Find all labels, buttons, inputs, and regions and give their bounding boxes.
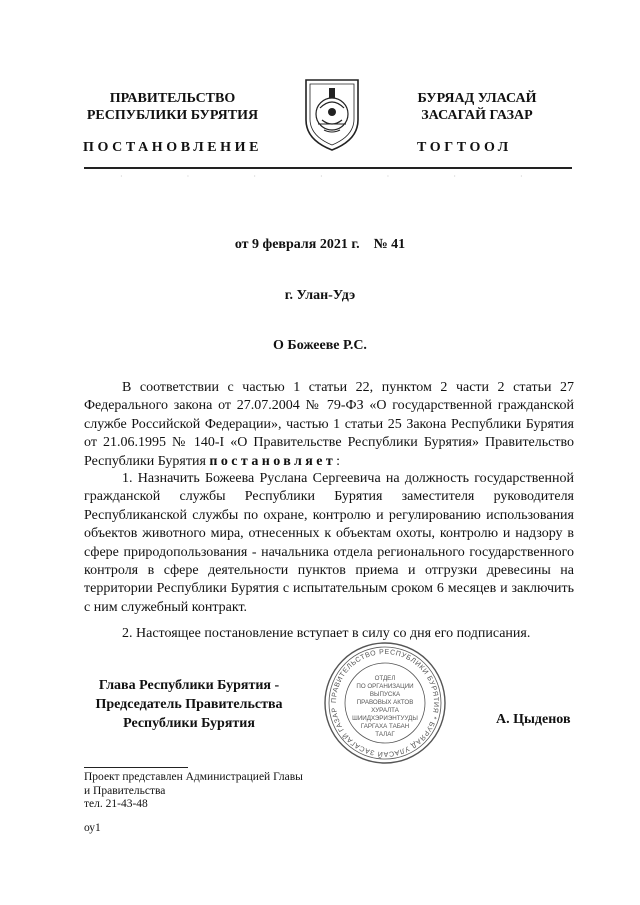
header-divider	[84, 167, 572, 169]
item-1-paragraph: 1. Назначить Божеева Руслана Сергеевича на должность государственной гражданской службы Республики Бурятия заместителя руководителя Республиканской службы по охране, контролю и регулированию использования объектов животного мира, отнесенных к объектам охоты, контролю и надзору в сфере природопользования - начальника отдела регионального государственного контроля в сфере деятельности пунктов приема и отгрузки древесины на территории Республики Бурятия с испытательным сроком 6 месяцев и заключить с ним служебный контракт.	[84, 471, 574, 615]
header-dotted-guide: ·······	[120, 172, 587, 181]
doc-city: г. Улан-Удэ	[284, 288, 356, 303]
item-2-paragraph: 2. Настоящее постановление вступает в силу со дня его подписания.	[122, 626, 531, 641]
footer-line-1: Проект представлен Администрацией Главы	[84, 771, 303, 783]
signatory-name: А. Цыденов	[496, 712, 571, 727]
stamp-line-8: ТАЛАГ	[375, 731, 395, 738]
stamp-line-6: ШИИДХЭРИЭНТУУДЫ	[352, 715, 418, 722]
stamp-ring-text: ПРАВИТЕЛЬСТВО РЕСПУБЛИКИ БУРЯТИЯ * БУРЯАД УЛАСАЙ ЗАСАГАЙ ГАЗАР	[330, 648, 440, 758]
stamp-line-5: ХУРАЛТА	[371, 707, 399, 714]
doc-date-number-text: от 9 февраля 2021 г. № 41	[234, 237, 406, 252]
signatory-title-line-2: Председатель Правительства	[95, 697, 283, 712]
doc-type-russian: ПОСТАНОВЛЕНИЕ	[83, 140, 263, 155]
preamble-text: В соответствии с частью 1 статьи 22, пунктом 2 части 2 статьи 27 Федерального закона от 27.07.2004 № 79-ФЗ «О государственной гражданской службе Российской Федерации», частью 1 статьи 25 Закона Республики Бурятия от 21.06.1995 № 140-I «О Правительстве Республики Бурятия» Правительство Республики Бурятия	[84, 380, 574, 469]
footer-divider	[84, 767, 188, 768]
stamp-line-1: ОТДЕЛ	[374, 675, 396, 682]
preamble-paragraph	[84, 379, 574, 471]
header-right-line-1: БУРЯАД УЛАСАЙ	[417, 91, 537, 106]
official-stamp-icon	[322, 640, 448, 766]
stamp-line-3: ВЫПУСКА	[369, 691, 401, 698]
decree-word: постановляет	[209, 453, 337, 469]
signatory-title-line-3: Республики Бурятия	[123, 716, 255, 731]
buryatia-emblem-icon	[300, 74, 364, 152]
footer-note	[84, 771, 303, 812]
header-right-line-2: ЗАСАГАЙ ГАЗАР	[421, 108, 533, 123]
stamp-line-4: ПРАВОВЫХ АКТОВ	[356, 699, 414, 706]
doc-subject: О Божееве Р.С.	[273, 338, 367, 353]
footer-line-3: тел. 21-43-48	[84, 798, 148, 810]
footer-code: оу1	[84, 822, 101, 834]
doc-type-buryat: ТОГТООЛ	[417, 140, 512, 155]
signatory-title	[84, 676, 294, 733]
header-left-org	[55, 90, 290, 124]
header-right-org	[382, 90, 572, 124]
header-left-line-1: ПРАВИТЕЛЬСТВО	[109, 91, 236, 106]
doc-date-number	[0, 237, 640, 253]
signatory-title-line-1: Глава Республики Бурятия -	[98, 678, 280, 693]
stamp-line-7: ГАРГАХА ТАБАН	[360, 723, 410, 730]
stamp-line-2: ПО ОРГАНИЗАЦИИ	[356, 683, 414, 690]
decree-colon: :	[336, 453, 341, 469]
footer-line-2: и Правительства	[84, 784, 166, 797]
header-left-line-2: РЕСПУБЛИКИ БУРЯТИЯ	[86, 108, 259, 123]
